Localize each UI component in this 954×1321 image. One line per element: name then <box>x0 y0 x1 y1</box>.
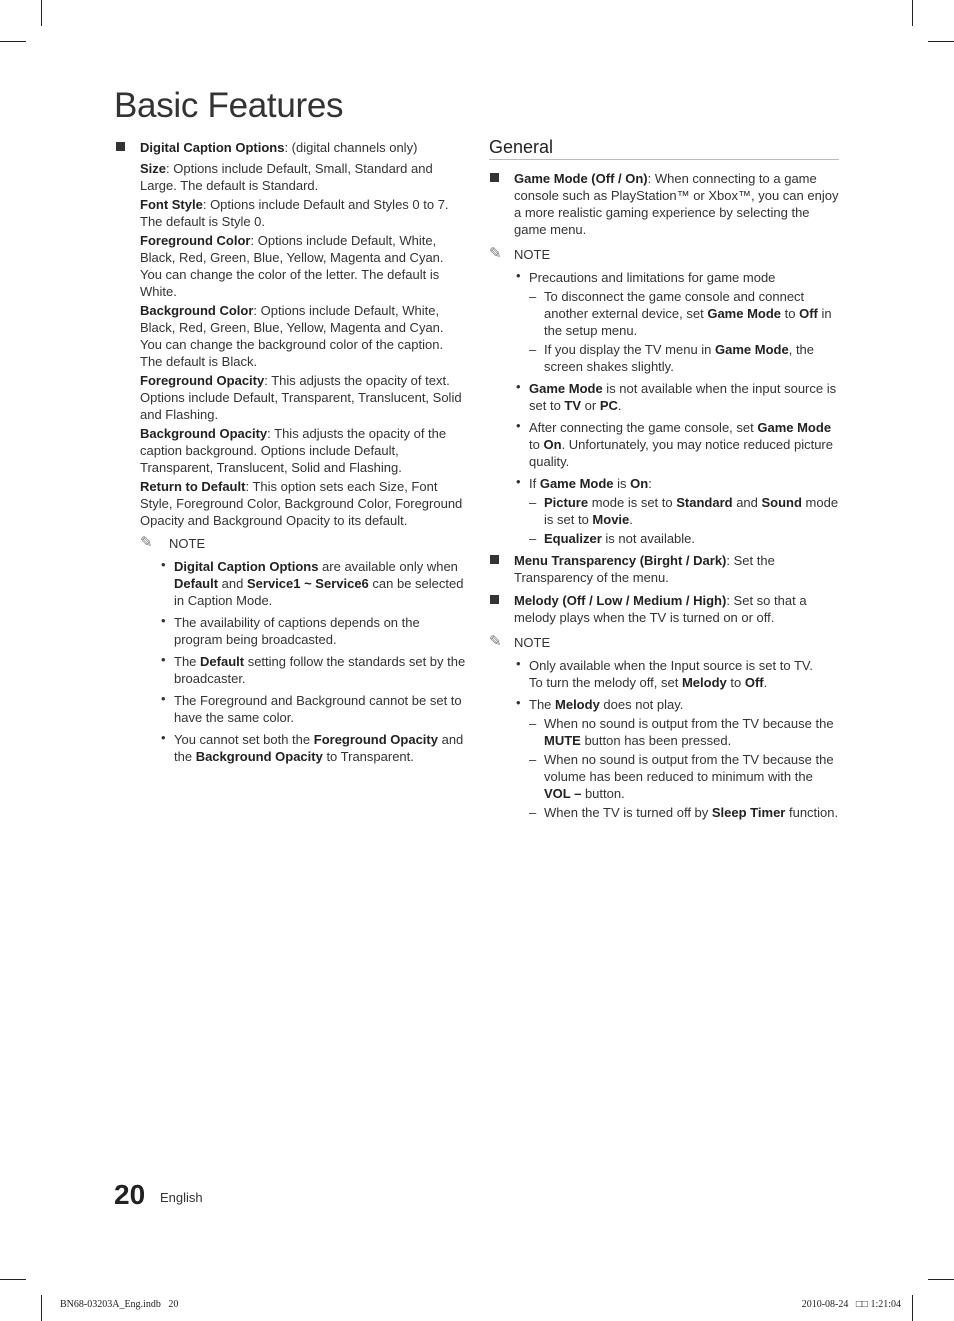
square-bullet-icon <box>490 555 499 564</box>
page-language: English <box>160 1190 203 1205</box>
list-item: – If you display the TV menu in Game Mode, the screen shakes slightly. <box>529 341 839 375</box>
list-item: • The Default setting follow the standards set by the broadcaster. <box>159 653 467 687</box>
square-bullet-icon <box>490 595 499 604</box>
list-item: • Precautions and limitations for game mode – To disconnect the game console and connect another external device, set Game Mode to Off in the setup menu. – If you display the TV menu in Game Mode, the screen shakes slightly. <box>514 269 839 375</box>
right-column <box>489 139 839 826</box>
page-title: Basic Features <box>114 86 344 125</box>
crop-mark <box>912 0 913 26</box>
note-list <box>140 558 467 765</box>
pencil-icon: ✎ <box>489 245 502 262</box>
note-heading: ✎ NOTE <box>489 245 551 262</box>
page-number: 20 <box>114 1179 146 1210</box>
crop-mark <box>912 1295 913 1321</box>
caption-options-list <box>115 160 467 765</box>
list-item: • The availability of captions depends on the program being broadcasted. <box>159 614 467 648</box>
option-return-to-default: Return to Default: This option sets each Size, Font Style, Foreground Color, Background Color, Foreground Opacity and Background Opacity to its default. <box>140 479 463 528</box>
dash-list <box>529 715 839 821</box>
print-slug-right: 2010-08-24 □□ 1:21:04 <box>801 1299 901 1310</box>
list-item: • Digital Caption Options are available only when Default and Service1 ~ Service6 can be selected in Caption Mode. <box>159 558 467 609</box>
list-item: – Equalizer is not available. <box>529 530 839 547</box>
list-item: – Picture mode is set to Standard and Sound mode is set to Movie. <box>529 494 839 528</box>
dash-list <box>529 494 839 547</box>
crop-mark <box>0 1279 26 1280</box>
list-item: • If Game Mode is On: – Picture mode is set to Standard and Sound mode is set to Movie. – Equalizer is not available. <box>514 475 839 547</box>
menu-transparency-item: Menu Transparency (Birght / Dark): Set the Transparency of the menu. <box>489 552 839 586</box>
pencil-icon: ✎ <box>140 534 153 551</box>
print-slug-left: BN68-03203A_Eng.indb 20 <box>60 1299 179 1310</box>
melody-item: Melody (Off / Low / Medium / High): Set so that a melody plays when the TV is turned on or off. <box>489 592 839 626</box>
list-item: • Only available when the Input source is set to TV. To turn the melody off, set Melody to Off. <box>514 657 839 691</box>
crop-mark <box>928 41 954 42</box>
game-mode-item: Game Mode (Off / On): When connecting to a game console such as PlayStation™ or Xbox™, you can enjoy a more realistic gaming experience by selecting the game menu. <box>489 170 839 238</box>
melody-note-list <box>489 657 839 821</box>
list-item: – When no sound is output from the TV because the MUTE button has been pressed. <box>529 715 839 749</box>
crop-mark <box>41 0 42 26</box>
option-font-style: Font Style: Options include Default and Styles 0 to 7. The default is Style 0. <box>140 197 449 229</box>
list-item: – When the TV is turned off by Sleep Timer function. <box>529 804 839 821</box>
note-heading: ✎ NOTE <box>140 534 206 551</box>
dash-list <box>529 288 839 375</box>
list-item: • The Foreground and Background cannot be set to have the same color. <box>159 692 467 726</box>
section-heading-general: General <box>489 139 839 160</box>
note-heading: ✎ NOTE <box>489 633 551 650</box>
option-foreground-color: Foreground Color: Options include Default, White, Black, Red, Green, Blue, Yellow, Magenta and Cyan. You can change the color of the letter. The default is White. <box>140 233 444 299</box>
list-item: • You cannot set both the Foreground Opacity and the Background Opacity to Transparent. <box>159 731 467 765</box>
square-bullet-icon <box>116 142 125 151</box>
list-item: – When no sound is output from the TV because the volume has been reduced to minimum with the VOL – button. <box>529 751 839 802</box>
list-item: – To disconnect the game console and connect another external device, set Game Mode to Off in the setup menu. <box>529 288 839 339</box>
square-bullet-icon <box>490 173 499 182</box>
option-background-color: Background Color: Options include Default, White, Black, Red, Green, Blue, Yellow, Magenta and Cyan. You can change the background color of the caption. The default is Black. <box>140 303 444 369</box>
option-size: Size: Options include Default, Small, Standard and Large. The default is Standard. <box>140 161 433 193</box>
crop-mark <box>0 41 26 42</box>
list-item: • After connecting the game console, set Game Mode to On. Unfortunately, you may notice reduced picture quality. <box>514 419 839 470</box>
option-foreground-opacity: Foreground Opacity: This adjusts the opacity of text. Options include Default, Transparent, Translucent, Solid and Flashing. <box>140 373 462 422</box>
game-note-list <box>489 269 839 547</box>
caption-options-heading: Digital Caption Options: (digital channels only) <box>115 139 467 156</box>
option-background-opacity: Background Opacity: This adjusts the opacity of the caption background. Options include Default, Transparent, Translucent, Solid and Flashing. <box>140 426 447 475</box>
list-item: • Game Mode is not available when the input source is set to TV or PC. <box>514 380 839 414</box>
list-item: • The Melody does not play. – When no sound is output from the TV because the MUTE button has been pressed. – When no sound is output from the TV because the volume has been reduced to minimum with the VOL – button. – When the TV is turned off by Sleep Timer function. <box>514 696 839 821</box>
pencil-icon: ✎ <box>489 633 502 650</box>
left-column <box>115 139 467 770</box>
crop-mark <box>41 1295 42 1321</box>
crop-mark <box>928 1279 954 1280</box>
